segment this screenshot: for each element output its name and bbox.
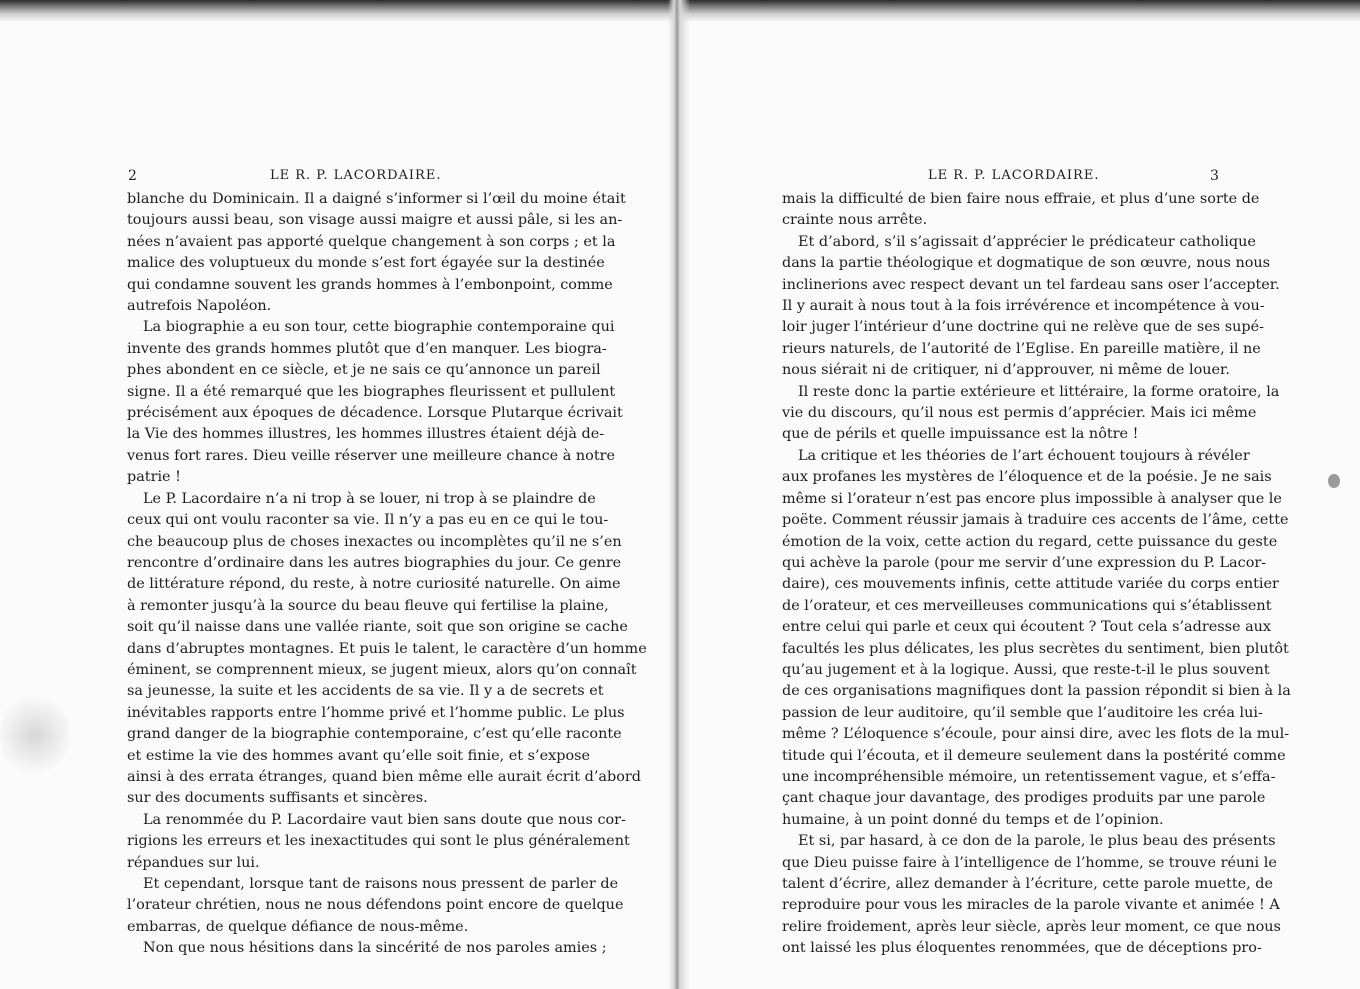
running-head: LE R. P. LACORDAIRE. — [270, 168, 442, 183]
text-line: Il reste donc la partie extérieure et littéraire, la forme oratoire, la — [798, 383, 1280, 400]
text-line: une incompréhensible mémoire, un retentissement vague, et s’effa- — [782, 768, 1276, 785]
text-line: vie du discours, qu’il nous est permis d’apprécier. Mais ici même — [782, 405, 1257, 422]
text-line: invente des grands hommes plutôt que d’en manquer. Les biogra- — [127, 340, 607, 357]
text-line: sur des documents suffisants et sincères. — [127, 790, 428, 807]
text-line: facultés les plus délicates, les plus secrètes du sentiment, bien plutôt — [782, 640, 1289, 657]
text-line: de littérature répond, du reste, à notre curiosité naturelle. On aime — [127, 576, 621, 593]
text-line: de l’orateur, et ces merveilleuses communications qui s’établissent — [782, 597, 1272, 614]
text-line: daire), ces mouvements infinis, cette attitude variée du corps entier — [782, 576, 1279, 593]
text-line: que de périls et quelle impuissance est la nôtre ! — [782, 426, 1139, 443]
text-line: rigions les erreurs et les inexactitudes qui sont le plus généralement — [127, 833, 630, 850]
text-line: phes abondent en ce siècle, et je ne sais ce qu’annonce un pareil — [127, 362, 601, 379]
text-line: rieurs naturels, de l’autorité de l’Eglise. En pareille matière, il ne — [782, 340, 1261, 357]
text-line: reproduire pour vous les miracles de la parole vivante et animée ! A — [782, 897, 1280, 914]
text-line: qui condamne souvent les grands hommes à l’embonpoint, comme — [127, 276, 613, 293]
text-line: poëte. Comment réussir jamais à traduire ces accents de l’âme, cette — [782, 512, 1289, 529]
text-line: éminent, se comprennent mieux, se jugent mieux, alors qu’on connaît — [127, 661, 637, 678]
text-line: titude qui l’écouta, et il demeure seulement dans la postérité comme — [782, 747, 1286, 764]
page-number: 3 — [1210, 168, 1219, 184]
right-page — [690, 0, 1360, 989]
text-line: signe. Il a été remarqué que les biographes fleurissent et pullulent — [127, 383, 616, 400]
text-line: La renommée du P. Lacordaire vaut bien sans doute que nous cor- — [143, 811, 626, 828]
text-line: embarras, de quelque défiance de nous-même. — [127, 918, 469, 935]
text-line: précisément aux époques de décadence. Lorsque Plutarque écrivait — [127, 405, 623, 422]
text-line: et estime la vie des hommes avant qu’elle soit finie, et s’expose — [127, 747, 591, 764]
text-line: dans la partie théologique et dogmatique de son œuvre, nous nous — [782, 255, 1271, 272]
text-line: malice des voluptueux du monde s’est fort égayée sur la destinée — [127, 255, 605, 272]
text-line: l’orateur chrétien, nous ne nous défendons point encore de quelque — [127, 897, 624, 914]
text-line: loir juger l’intérieur d’une doctrine qui ne relève que de ses supé- — [782, 319, 1265, 336]
text-line: qui achève la parole (pour me servir d’une expression du P. Lacor- — [782, 554, 1267, 571]
text-line: ainsi à des errata étranges, quand bien même elle aurait écrit d’abord — [127, 768, 641, 785]
text-line: Et d’abord, s’il s’agissait d’apprécier le prédicateur catholique — [798, 233, 1256, 250]
text-line: çant chaque jour davantage, des prodiges produits par une parole — [782, 790, 1266, 807]
text-line: mais la difficulté de bien faire nous effraie, et plus d’une sorte de — [782, 191, 1260, 207]
text-line: de ces organisations magnifiques dont la passion répondit si bien à la — [782, 683, 1291, 700]
text-line: à remonter jusqu’à la source du beau fleuve qui fertilise la plaine, — [127, 597, 609, 614]
text-line: toujours aussi beau, son visage aussi maigre et aussi pâle, si les an- — [127, 212, 623, 229]
left-page-text — [127, 189, 647, 960]
text-line: blanche du Dominicain. Il a daigné s’informer si l’œil du moine était — [127, 191, 626, 207]
text-line: inclinerions avec respect devant un tel fardeau sans oser l’accepter. — [782, 276, 1280, 293]
text-line: venus fort rares. Dieu veille réserver une meilleure chance à notre — [127, 447, 616, 464]
text-line: autrefois Napoléon. — [127, 298, 272, 315]
text-line: que Dieu puisse faire à l’intelligence de l’homme, se trouve réuni le — [782, 854, 1277, 871]
text-line: passion de leur auditoire, qu’il semble que l’auditoire les créa lui- — [782, 704, 1263, 721]
text-line: relire froidement, après leur siècle, après leur moment, ce que nous — [782, 918, 1281, 935]
text-line: ceux qui ont voulu raconter sa vie. Il n’y a pas eu en ce qui le tou- — [127, 512, 609, 529]
text-line: nous siérait ni de critiquer, ni d’approuver, ni même de louer. — [782, 362, 1230, 379]
text-line: che beaucoup plus de choses inexactes ou incomplètes qu’il ne s’en — [127, 533, 622, 550]
text-line: grand danger de la biographie contemporaine, c’est qu’elle raconte — [127, 726, 622, 743]
text-line: inévitables rapports entre l’homme privé et l’homme public. Le plus — [127, 704, 625, 721]
text-line: ont laissé les plus éloquentes renommées, que de déceptions pro- — [782, 940, 1262, 957]
text-line: entre celui qui parle et ceux qui écoutent ? Tout cela s’adresse aux — [782, 619, 1272, 636]
text-line: soit qu’il naisse dans une vallée riante, soit que son origine se cache — [127, 619, 628, 636]
text-line: La biographie a eu son tour, cette biographie contemporaine qui — [143, 319, 615, 336]
text-line: aux profanes les mystères de l’éloquence et de la poésie. Je ne sais — [782, 469, 1272, 486]
text-line: même si l’orateur n’est pas encore plus impossible à analyser que le — [782, 490, 1282, 507]
book-gutter — [668, 0, 690, 989]
text-line: Et cependant, lorsque tant de raisons nous pressent de parler de — [143, 876, 619, 892]
text-line: Non que nous hésitions dans la sincérité de nos paroles amies ; — [143, 940, 607, 957]
page-number: 2 — [128, 168, 137, 184]
text-line: crainte nous arrête. — [782, 212, 928, 229]
text-line: nées n’avaient pas apporté quelque changement à son corps ; et la — [127, 233, 616, 250]
text-line: la Vie des hommes illustres, les hommes illustres étaient déjà de- — [127, 426, 605, 443]
text-line: émotion de la voix, cette action du regard, cette puissance du geste — [782, 533, 1278, 550]
text-line: sa jeunesse, la suite et les accidents de sa vie. Il y a de secrets et — [127, 683, 604, 700]
text-line: répandues sur lui. — [127, 854, 260, 871]
right-page-text — [782, 189, 1291, 960]
text-line: rencontre d’ordinaire dans les autres biographies du jour. Ce genre — [127, 554, 622, 571]
left-page — [0, 0, 670, 989]
text-line: Et si, par hasard, à ce don de la parole, le plus beau des présents — [798, 833, 1276, 850]
text-line: même ? L’éloquence s’écoule, pour ainsi dire, avec les flots de la mul- — [782, 726, 1290, 743]
running-head: LE R. P. LACORDAIRE. — [928, 168, 1100, 183]
text-line: La critique et les théories de l’art échouent toujours à révéler — [798, 447, 1250, 464]
text-line: patrie ! — [127, 469, 181, 486]
text-line: Le P. Lacordaire n’a ni trop à se louer, ni trop à se plaindre de — [143, 490, 596, 507]
text-line: qu’au jugement et à la logique. Aussi, que reste-t-il le plus souvent — [782, 661, 1270, 678]
text-line: humaine, à un point donné du temps et de l’opinion. — [782, 811, 1164, 828]
text-line: Il y aurait à nous tout à la fois irrévérence et incompétence à vou- — [782, 298, 1265, 315]
text-line: dans d’abruptes montagnes. Et puis le talent, le caractère d’un homme — [127, 640, 647, 657]
text-line: talent d’écrire, allez demander à l’écriture, cette parole muette, de — [782, 876, 1273, 892]
